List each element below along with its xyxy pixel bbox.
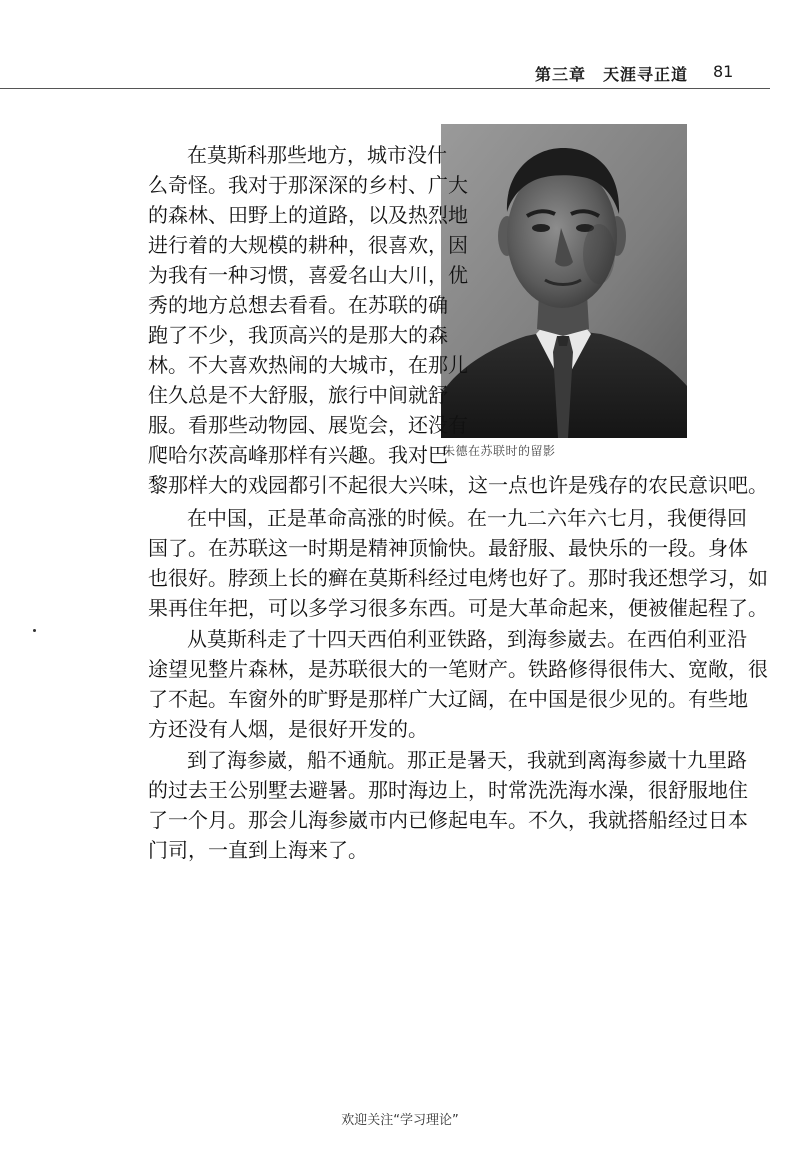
text-line: 到了海参崴，船不通航。那正是暑天，我就到离海参崴十九里路 bbox=[187, 748, 747, 772]
photo-block bbox=[441, 124, 687, 460]
text-line: 爬哈尔茨高峰那样有兴趣。我对巴 bbox=[148, 443, 448, 467]
header-rule bbox=[0, 88, 770, 89]
page-footer: 欢迎关注“学习理论” bbox=[341, 1113, 459, 1128]
text-line: 跑了不少，我顶高兴的是那大的森 bbox=[148, 323, 448, 347]
text-line: 服。看那些动物园、展览会，还没有 bbox=[148, 413, 468, 437]
scan-speck bbox=[33, 629, 36, 632]
text-line: 秀的地方总想去看看。在苏联的确 bbox=[148, 293, 448, 317]
text-line: 么奇怪。我对于那深深的乡村、广大 bbox=[148, 173, 468, 197]
text-line: 途望见整片森林，是苏联很大的一笔财产。铁路修得很伟大、宽敞，很 bbox=[148, 657, 768, 681]
text-line: 从莫斯科走了十四天西伯利亚铁路，到海参崴去。在西伯利亚沿 bbox=[187, 627, 747, 651]
photo-caption: 朱德在苏联时的留影 bbox=[443, 444, 556, 458]
text-line: 的过去王公别墅去避暑。那时海边上，时常洗洗海水澡，很舒服地住 bbox=[148, 778, 748, 802]
text-line: 方还没有人烟，是很好开发的。 bbox=[148, 717, 428, 741]
text-line: 的森林、田野上的道路，以及热烈地 bbox=[148, 203, 468, 227]
text-line: 国了。在苏联这一时期是精神顶愉快。最舒服、最快乐的一段。身体 bbox=[148, 536, 748, 560]
text-line: 果再住年把，可以多学习很多东西。可是大革命起来，便被催起程了。 bbox=[148, 596, 768, 620]
page-header bbox=[0, 60, 800, 88]
text-line: 在中国，正是革命高涨的时候。在一九二六年六七月，我便得回 bbox=[187, 506, 747, 530]
text-line: 黎那样大的戏园都引不起很大兴味，这一点也许是残存的农民意识吧。 bbox=[148, 473, 768, 497]
text-line: 门司，一直到上海来了。 bbox=[148, 838, 368, 862]
text-line: 也很好。脖颈上长的癣在莫斯科经过电烤也好了。那时我还想学习，如 bbox=[148, 566, 768, 590]
text-line: 进行着的大规模的耕种，很喜欢，因 bbox=[148, 233, 468, 257]
text-line: 林。不大喜欢热闹的大城市，在那儿 bbox=[148, 353, 468, 377]
text-line: 住久总是不大舒服，旅行中间就舒 bbox=[148, 383, 448, 407]
text-line: 在莫斯科那些地方，城市没什 bbox=[187, 143, 447, 167]
text-line: 为我有一种习惯，喜爱名山大川，优 bbox=[148, 263, 468, 287]
chapter-title: 第三章 天涯寻正道 bbox=[535, 65, 689, 84]
page-number: 81 bbox=[713, 62, 734, 81]
text-line: 了一个月。那会儿海参崴市内已修起电车。不久，我就搭船经过日本 bbox=[148, 808, 748, 832]
portrait-photo bbox=[441, 124, 687, 438]
text-line: 了不起。车窗外的旷野是那样广大辽阔，在中国是很少见的。有些地 bbox=[148, 687, 748, 711]
